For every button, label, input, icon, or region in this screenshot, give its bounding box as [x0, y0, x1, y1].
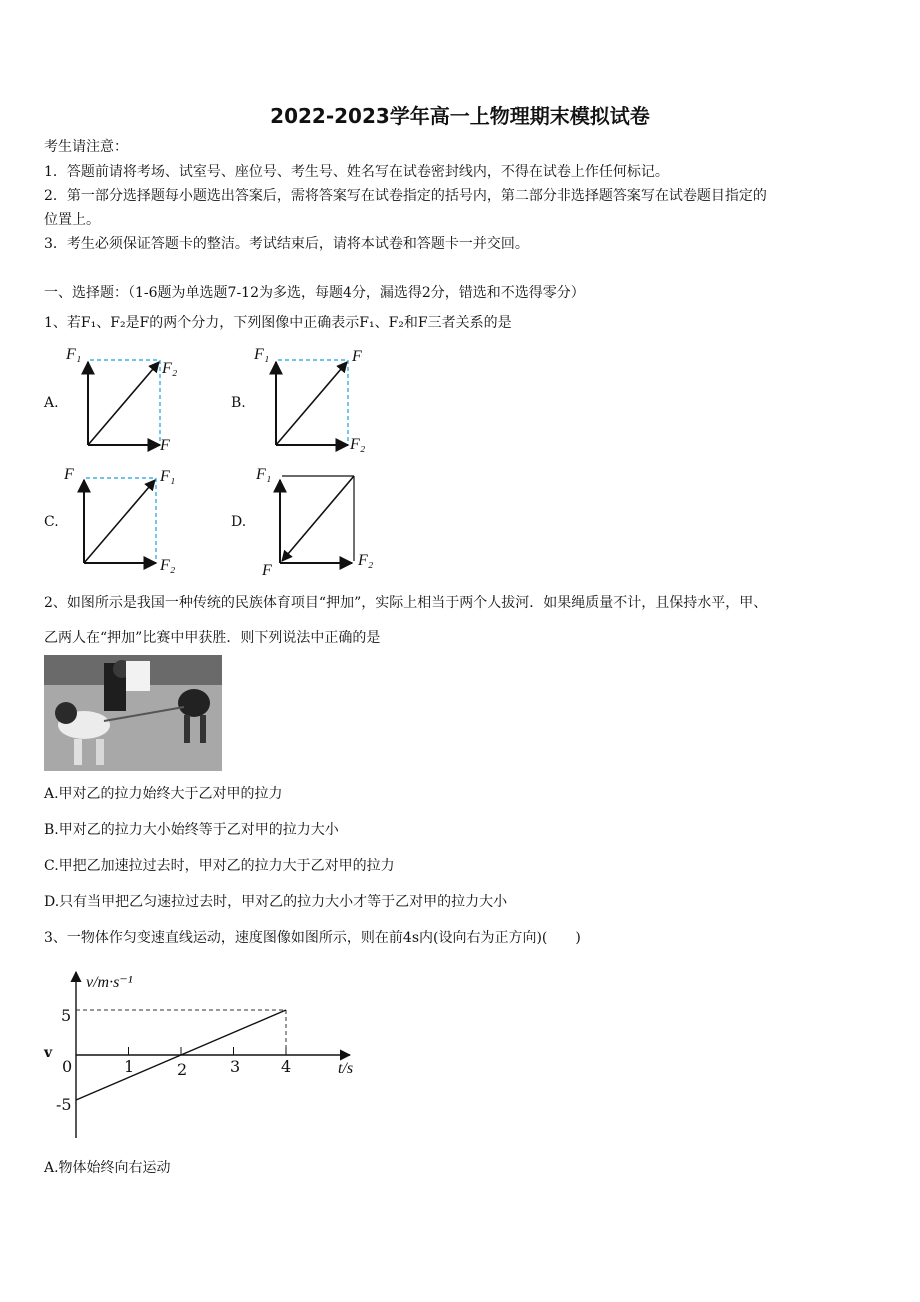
notice-heading: 考生请注意：	[44, 139, 128, 155]
q2-photo-illustration	[44, 655, 222, 771]
q3-xtick-4: 4	[281, 1057, 292, 1076]
q3-ytick-neg5: -5	[56, 1095, 72, 1114]
q3-chart-side-label: v	[44, 1045, 53, 1061]
q1-option-c-letter: C.	[44, 514, 59, 530]
q1-option-d-letter: D.	[231, 514, 247, 530]
q1-option-d-diag-label: F₂	[358, 552, 374, 569]
q2-option-d: D.只有当甲把乙匀速拉过去时，甲对乙的拉力大小才等于乙对甲的拉力大小	[44, 894, 508, 910]
q3-chart-origin-label: 0	[62, 1057, 73, 1076]
notice-item-1: 1．答题前请将考场、试室号、座位号、考生号、姓名写在试卷密封线内，不得在试卷上作任何标记。	[44, 164, 669, 180]
q1-option-b-right-label: F₂	[350, 436, 366, 453]
q3-chart-xlabel: t/s	[338, 1060, 354, 1077]
q1-option-b-diag-label: F	[352, 348, 362, 365]
notice-item-3: 3．考生必须保证答题卡的整洁。考试结束后，请将本试卷和答题卡一并交回。	[44, 236, 529, 252]
q2-option-b: B.甲对乙的拉力大小始终等于乙对甲的拉力大小	[44, 822, 339, 838]
q1-option-c-right-label: F₂	[160, 557, 176, 574]
q1-option-c-diag-label: F₁	[160, 468, 176, 485]
q3-xtick-2: 2	[177, 1060, 188, 1079]
notice-item-2: 2．第一部分选择题每小题选出答案后，需将答案写在试卷指定的括号内，第二部分非选择题答案写在试卷题目指定的	[44, 188, 767, 204]
q3-xtick-1: 1	[124, 1057, 135, 1076]
q1-option-a-diag-label: F₂	[162, 360, 178, 377]
page-title: 2022-2023学年高一上物理期末模拟试卷	[270, 104, 650, 128]
q2-photo	[44, 655, 222, 771]
q3-xtick-3: 3	[230, 1057, 241, 1076]
q1-stem: 1、若F₁、F₂是F的两个分力，下列图像中正确表示F₁、F₂和F三者关系的是	[44, 315, 512, 331]
q3-velocity-chart	[40, 966, 370, 1146]
q1-option-c-top-label: F	[64, 466, 74, 483]
notice-item-2-cont: 位置上。	[44, 212, 100, 228]
q1-option-b-top-label: F₁	[254, 346, 270, 363]
q1-option-d-top-label: F₁	[256, 466, 272, 483]
q2-option-a: A.甲对乙的拉力始终大于乙对甲的拉力	[44, 786, 283, 802]
q2-stem-line-2: 乙两人在“押加”比赛中甲获胜．则下列说法中正确的是	[44, 630, 381, 646]
q1-option-a-letter: A.	[44, 395, 59, 411]
q3-ytick-5: 5	[61, 1006, 72, 1025]
section-heading: 一、选择题：（1-6题为单选题7-12为多选，每题4分，漏选得2分，错选和不选得零分）	[44, 285, 585, 301]
q1-option-a-right-label: F	[160, 437, 170, 454]
q2-stem-line-1: 2、如图所示是我国一种传统的民族体育项目“押加”，实际上相当于两个人拔河．如果绳质量不计，且保持水平，甲、	[44, 595, 768, 611]
q3-chart-ylabel: v/m·s⁻¹	[86, 974, 133, 991]
q1-option-b-letter: B.	[231, 395, 246, 411]
q2-option-c: C.甲把乙加速拉过去时，甲对乙的拉力大于乙对甲的拉力	[44, 858, 395, 874]
q1-option-a-top-label: F₁	[66, 346, 82, 363]
q1-option-d-right-label: F	[262, 562, 272, 579]
q3-stem: 3、一物体作匀变速直线运动，速度图像如图所示，则在前4s内(设向右为正方向)( )	[44, 930, 581, 946]
q3-option-a: A.物体始终向右运动	[44, 1160, 171, 1176]
